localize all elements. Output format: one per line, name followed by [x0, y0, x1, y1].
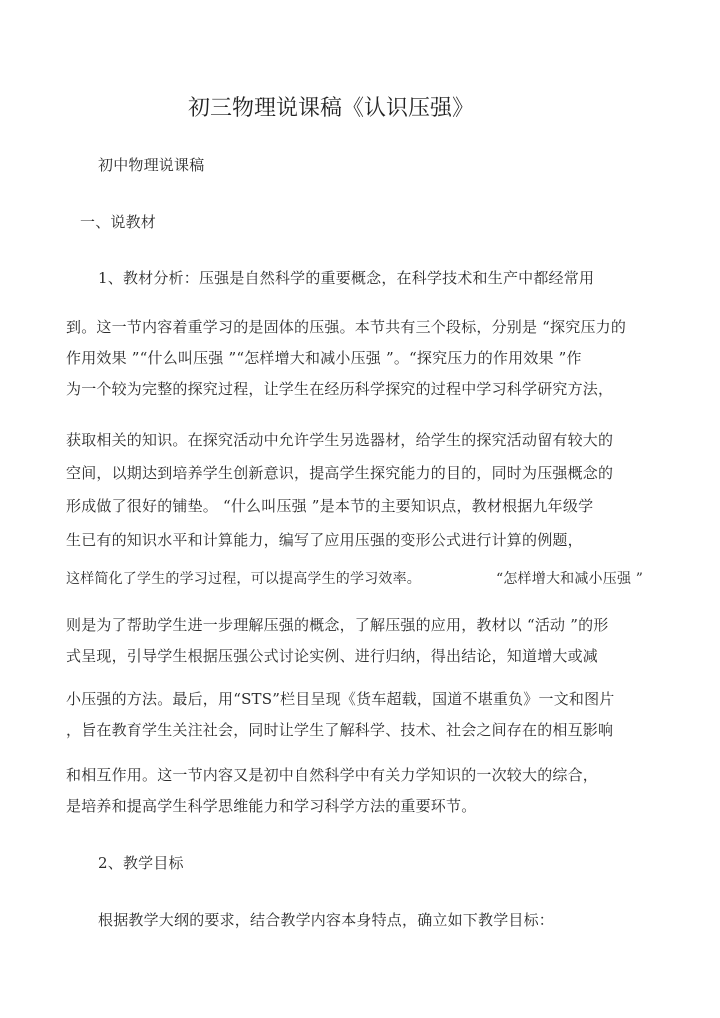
paragraph-line: 根据教学大纲的要求，结合教学内容本身特点，确立如下教学目标： [98, 911, 555, 929]
paragraph-line: 是培养和提高学生科学思维能力和学习科学方法的重要环节。 [66, 797, 477, 815]
section-heading: 一、说教材 [80, 213, 157, 231]
paragraph-line: 则是为了帮助学生进一步理解压强的概念，了解压强的应用，教材以 “活动 ”的形 [66, 616, 609, 634]
document-title: 初三物理说课稿《认识压强》 [188, 96, 475, 121]
paragraph-line: 形成做了很好的铺垫。 “什么叫压强 ”是本节的主要知识点，教材根据九年级学 [66, 497, 594, 515]
section-heading: 2、教学目标 [98, 854, 184, 872]
paragraph-line: 小压强的方法。最后，用“STS”栏目呈现《货车超载，国道不堪重负》一文和图片 [66, 690, 615, 708]
paragraph-line: 和相互作用。这一节内容又是初中自然科学中有关力学知识的一次较大的综合， [66, 766, 599, 784]
paragraph-line: 为一个较为完整的探究过程，让学生在经历科学探究的过程中学习科学研究方法， [66, 380, 614, 398]
paragraph-line: 这样简化了学生的学习过程，可以提高学生的学习效率。 [66, 571, 421, 587]
paragraph-line: 作用效果 ”“什么叫压强 ”“怎样增大和减小压强 ”。“探究压力的作用效果 ”作 [66, 349, 582, 367]
paragraph-line: 空间，以期达到培养学生创新意识，提高学生探究能力的目的，同时为压强概念的 [66, 464, 614, 482]
paragraph-line: 到。这一节内容着重学习的是固体的压强。本节共有三个段标，分别是 “探究压力的 [66, 318, 627, 336]
paragraph-line: 获取相关的知识。在探究活动中允许学生另选器材，给学生的探究活动留有较大的 [66, 431, 614, 449]
paragraph-line: 生已有的知识水平和计算能力，编写了应用压强的变形公式进行计算的例题， [66, 531, 583, 549]
paragraph-line: “怎样增大和减小压强 ” [496, 571, 644, 587]
paragraph-line: 1、教材分析：压强是自然科学的重要概念，在科学技术和生产中都经常用 [98, 269, 595, 287]
paragraph-line: ，旨在教育学生关注社会，同时让学生了解科学、技术、社会之间存在的相互影响 [66, 721, 614, 739]
document-subtitle: 初中物理说课稿 [98, 156, 205, 174]
paragraph-line: 式呈现，引导学生根据压强公式讨论实例、进行归纳，得出结论，知道增大或减 [66, 647, 599, 665]
